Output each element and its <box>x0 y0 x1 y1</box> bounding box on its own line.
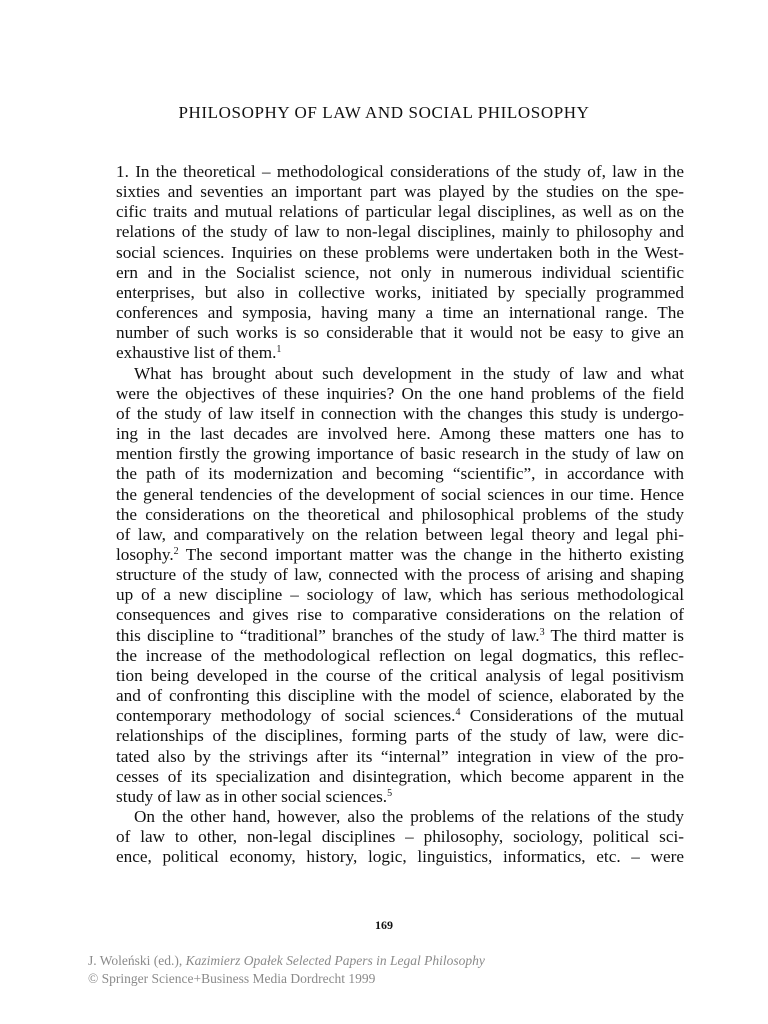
text-run: exhaustive list of them. <box>116 343 277 363</box>
text-run: The third matter is <box>544 625 684 645</box>
page-number: 169 <box>375 918 393 932</box>
text-line: mention firstly the growing importance of basic research in the study of law on <box>116 444 684 464</box>
paragraph-2 <box>116 364 684 807</box>
body-text <box>116 162 684 867</box>
footnote-ref: 1 <box>276 344 282 356</box>
text-run: study of law as in other social sciences. <box>116 786 388 806</box>
text-run: this discipline to “traditional” branches of the study of law. <box>116 625 540 645</box>
text-line: cific traits and mutual relations of particular legal disciplines, as well as on the <box>116 202 684 222</box>
text-line: On the other hand, however, also the problems of the relations of the study <box>134 807 684 826</box>
text-line: sixties and seventies an important part was played by the studies on the spe- <box>116 182 684 202</box>
footer-copyright: © Springer Science+Business Media Dordrecht 1999 <box>88 971 376 986</box>
text-line: of law, and comparatively on the relation between legal theory and legal phi- <box>116 524 684 544</box>
text-line: 1. In the theoretical – methodological considerations of the study of, law in the <box>116 162 684 181</box>
footnote-ref: 4 <box>455 707 461 719</box>
text-line <box>116 545 684 565</box>
text-line: the considerations on the theoretical and philosophical problems of the study <box>116 504 684 524</box>
footnote-ref: 5 <box>387 787 393 799</box>
text-line: enterprises, but also in collective works, initiated by specially programmed <box>116 282 684 302</box>
text-line: the path of its modernization and becoming “scientific”, in accordance with <box>116 464 684 484</box>
text-line: of law to other, non-legal disciplines – philosophy, sociology, political sci- <box>116 827 684 847</box>
text-run: contemporary methodology of social sciences. <box>116 706 456 726</box>
text-line: What has brought about such development in the study of law and what <box>134 363 684 383</box>
text-line: structure of the study of law, connected with the process of arising and shaping <box>116 565 684 585</box>
text-line: ern and in the Socialist science, not only in numerous individual scientific <box>116 262 684 282</box>
text-line: the increase of the methodological reflection on legal dogmatics, this reflec- <box>116 645 684 665</box>
text-line: the general tendencies of the development of social sciences in our time. Hence <box>116 484 684 504</box>
text-line: cesses of its specialization and disintegration, which become apparent in the <box>116 766 684 786</box>
footer-citation <box>88 952 485 970</box>
text-line: up of a new discipline – sociology of law, which has serious methodological <box>116 585 684 605</box>
text-line <box>116 343 684 363</box>
text-line: number of such works is so considerable that it would not be easy to give an <box>116 323 684 343</box>
footer-book-title: Kazimierz Opałek Selected Papers in Legal Philosophy <box>185 953 485 968</box>
text-line <box>116 706 684 726</box>
text-line: conferences and symposia, having many a time an international range. The <box>116 303 684 323</box>
text-line: consequences and gives rise to comparative considerations on the relation of <box>116 605 684 625</box>
text-line: of the study of law itself in connection with the changes this study is undergo- <box>116 403 684 423</box>
text-line: relationships of the disciplines, forming parts of the study of law, were dic- <box>116 726 684 746</box>
text-run: The second important matter was the change in the hitherto existing <box>178 544 684 564</box>
text-line: and of confronting this discipline with the model of science, elaborated by the <box>116 686 684 706</box>
paragraph-3 <box>116 807 684 867</box>
text-line: social sciences. Inquiries on these problems were undertaken both in the West- <box>116 242 684 262</box>
text-line: ing in the last decades are involved here. Among these matters one has to <box>116 424 684 444</box>
text-run: losophy. <box>116 544 174 564</box>
text-line: tated also by the strivings after its “internal” integration in view of the pro- <box>116 746 684 766</box>
text-line: were the objectives of these inquiries? On the one hand problems of the field <box>116 383 684 403</box>
text-line <box>116 787 684 807</box>
footnote-ref: 2 <box>173 545 179 557</box>
footer <box>88 952 485 988</box>
text-line: ence, political economy, history, logic, linguistics, informatics, etc. – were <box>116 847 684 867</box>
text-line <box>116 626 684 646</box>
page-title: PHILOSOPHY OF LAW AND SOCIAL PHILOSOPHY <box>178 103 590 122</box>
footer-editor: J. Woleński (ed.), <box>88 953 186 968</box>
paragraph-1 <box>116 162 684 364</box>
text-line: tion being developed in the course of the critical analysis of legal positivism <box>116 665 684 685</box>
footnote-ref: 3 <box>539 626 545 638</box>
text-run: Considerations of the mutual <box>460 706 684 726</box>
text-line: relations of the study of law to non-legal disciplines, mainly to philosophy and <box>116 222 684 242</box>
